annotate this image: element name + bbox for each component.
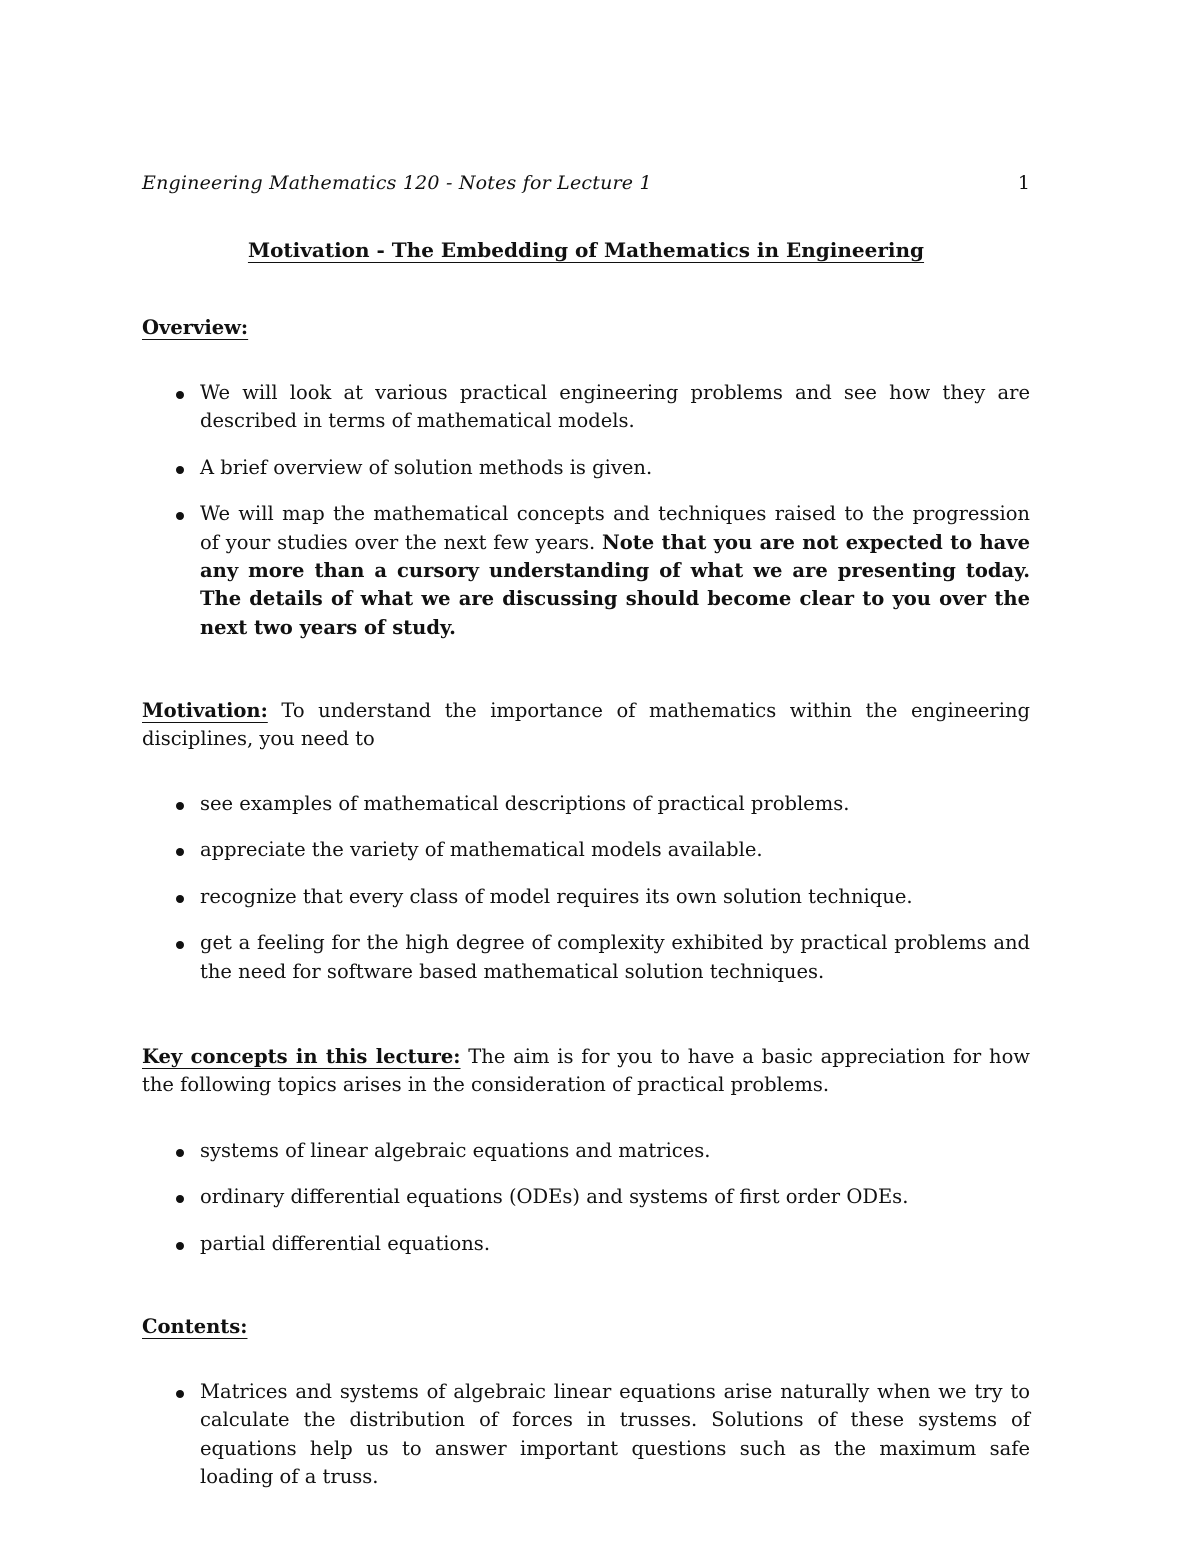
list-item: [142, 1378, 1030, 1492]
course-header: Engineering Mathematics 120 - Notes for Lecture 1: [142, 172, 652, 194]
list-item: [142, 883, 1030, 911]
list-item: [142, 1137, 1030, 1165]
key-concepts-bullet-2: ordinary differential equations (ODEs) and systems of first order ODEs.: [200, 1185, 909, 1209]
key-concepts-list: [142, 1137, 1030, 1258]
page-header: [142, 170, 1030, 196]
list-item: [142, 1183, 1030, 1211]
list-item: [142, 929, 1030, 986]
overview-bullet-1: We will look at various practical engineering problems and see how they are described in terms of mathematical models.: [200, 381, 1030, 433]
list-item: [142, 500, 1030, 642]
overview-bullet-2: A brief overview of solution methods is given.: [200, 455, 653, 479]
list-item: [142, 836, 1030, 864]
overview-list: [142, 379, 1030, 642]
motivation-bullet-2: appreciate the variety of mathematical models available.: [200, 838, 763, 862]
page-number: 1: [1017, 172, 1030, 194]
motivation-heading: Motivation:: [142, 699, 268, 722]
key-concepts-heading: Key concepts in this lecture:: [142, 1045, 461, 1068]
motivation-bullet-1: see examples of mathematical descriptions of practical problems.: [200, 792, 850, 815]
list-item: [142, 379, 1030, 436]
key-concepts-section: [142, 1043, 1030, 1100]
motivation-text: To understand the importance of mathematics within the engineering disciplines, you need to: [142, 699, 1031, 751]
overview-bullet-3-bold: Note that you are not expected to have any more than a cursory understanding of what we are presenting today. The details of what we are discussing should become clear to you over the next two years of study.: [200, 530, 1031, 639]
contents-section: [142, 1313, 1030, 1341]
overview-heading: Overview:: [142, 316, 249, 339]
lecture-title: [142, 236, 1030, 264]
list-item: [142, 1230, 1030, 1258]
motivation-list: [142, 790, 1030, 986]
motivation-bullet-4: get a feeling for the high degree of complexity exhibited by practical problems and the need for software based mathematical solution techniques.: [200, 931, 1030, 983]
motivation-section: [142, 697, 1030, 754]
key-concepts-text: The aim is for you to have a basic appreciation for how the following topics arises in the consideration of practical problems.: [142, 1045, 1030, 1097]
list-item: [142, 454, 1030, 482]
overview-bullet-3: We will map the mathematical concepts and techniques raised to the progression of your studies over the next few years.: [200, 502, 1030, 554]
document-page: [142, 0, 1030, 1553]
key-concepts-bullet-3: partial differential equations.: [200, 1231, 491, 1255]
contents-bullet-1: Matrices and systems of algebraic linear equations arise naturally when we try to calculate the distribution of forces in trusses. Solutions of these systems of equations help us to answer important questions such as the maximum safe loading of a truss.: [200, 1380, 1030, 1489]
contents-heading: Contents:: [142, 1315, 248, 1338]
contents-list: [142, 1378, 1030, 1492]
lecture-title-text: Motivation - The Embedding of Mathematics in Engineering: [247, 238, 925, 262]
key-concepts-bullet-1: systems of linear algebraic equations and matrices.: [200, 1139, 711, 1162]
overview-section: [142, 314, 1030, 342]
motivation-bullet-3: recognize that every class of model requires its own solution technique.: [200, 884, 913, 908]
list-item: [142, 790, 1030, 818]
